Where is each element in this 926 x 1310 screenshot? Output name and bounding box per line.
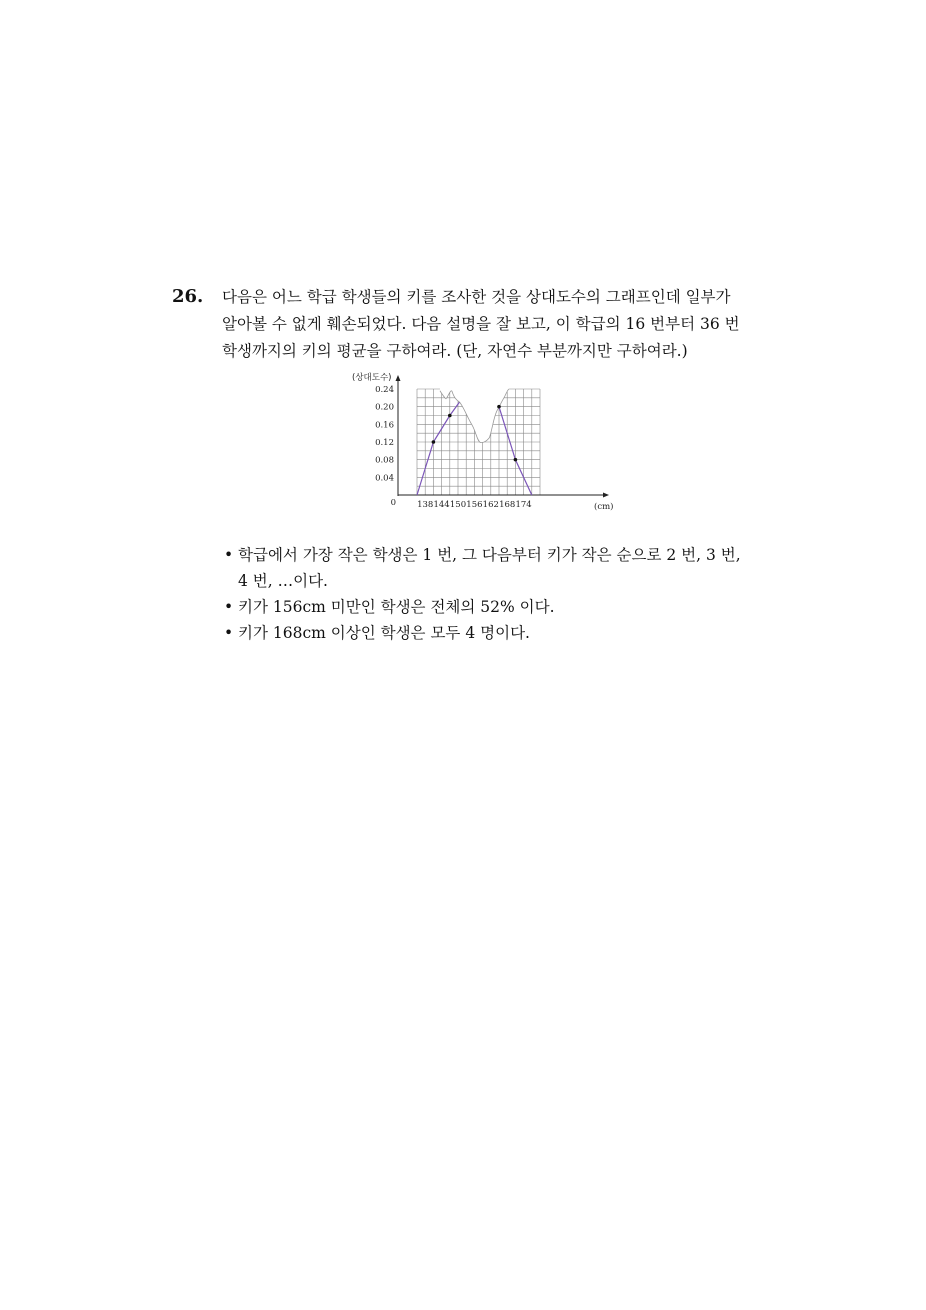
relative-frequency-chart: [340, 372, 630, 522]
y-tick-label: 0.08: [375, 455, 394, 466]
y-axis-arrow: [396, 375, 401, 381]
y-tick-label: 0.16: [375, 420, 394, 431]
y-tick-label: 0.20: [375, 402, 394, 413]
x-tick-label: 144: [433, 500, 450, 510]
x-tick-label: 150: [449, 500, 467, 510]
x-axis-label: (cm): [594, 502, 614, 512]
stem-line-3: 학생까지의 키의 평균을 구하여라. (단, 자연수 부분까지만 구하여라.): [222, 342, 688, 360]
origin-label: 0: [390, 498, 396, 508]
condition-item-3: • 키가 168cm 이상인 학생은 모두 4 명이다.: [222, 620, 752, 646]
y-tick-label: 0.24: [375, 385, 394, 395]
y-tick-label: 0.12: [375, 438, 394, 448]
data-point: [432, 440, 436, 444]
data-point: [448, 414, 452, 418]
x-tick-label: 168: [499, 500, 516, 510]
condition-item-2: • 키가 156cm 미만인 학생은 전체의 52% 이다.: [222, 594, 752, 620]
x-axis-arrow: [603, 493, 609, 498]
series-line-segment: [417, 402, 459, 495]
data-point: [514, 458, 518, 462]
y-tick-label: 0.04: [375, 473, 394, 484]
problem-stem: [222, 284, 752, 365]
stem-line-1: 다음은 어느 학급 학생들의 키를 조사한 것을 상대도수의 그래프인데 일부가: [222, 288, 731, 306]
condition-list: [222, 542, 752, 646]
condition-item-1: • 학급에서 가장 작은 학생은 1 번, 그 다음부터 키가 작은 순으로 2 번, 3 번, 4 번, …이다.: [222, 542, 752, 594]
stem-line-2: 알아볼 수 없게 훼손되었다. 다음 설명을 잘 보고, 이 학급의 16 번부터 36 번: [222, 315, 740, 333]
x-tick-label: 174: [515, 500, 532, 510]
y-axis-label: (상대도수): [352, 373, 392, 383]
x-tick-label: 138: [417, 500, 434, 510]
x-tick-label: 162: [482, 500, 499, 510]
x-tick-label: 156: [466, 500, 483, 510]
chart-svg: [340, 372, 630, 522]
problem-number: 26.: [172, 286, 204, 307]
data-point: [497, 405, 501, 409]
